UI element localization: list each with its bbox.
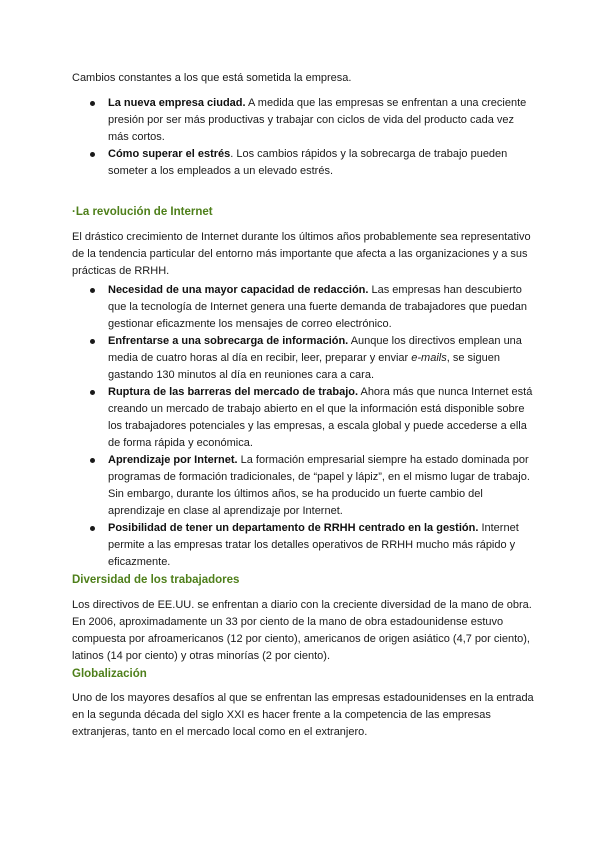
item-title: Posibilidad de tener un departamento de RRHH centrado en la gestión. <box>108 522 479 534</box>
list-item <box>72 333 534 384</box>
item-text: Ahora más que nunca Internet está creando un mercado de trabajo abierto en el que la información está disponible sobre los trabajadores potenciales y las empresas, a escala global y puede accederse a ella de forma rápida y económica. <box>108 386 533 449</box>
item-text: . Los cambios rápidos y la sobrecarga de trabajo pueden someter a los empleados a un elevado estrés. <box>108 148 508 177</box>
item-title: Cómo superar el estrés <box>108 148 231 160</box>
list-item <box>72 282 534 333</box>
item-title: Necesidad de una mayor capacidad de redacción. <box>108 284 369 296</box>
list-item <box>72 146 532 180</box>
bullet-list-changes <box>72 95 532 180</box>
item-title: Ruptura de las barreras del mercado de trabajo. <box>108 386 359 398</box>
globalization-paragraph: Uno de los mayores desafíos al que se enfrentan las empresas estadounidenses en la entrada en la segunda década del siglo XXI es hacer frente a la competencia de las empresas extranjeras, tanto en el mercado local como en el extranjero. <box>72 692 534 738</box>
bullet-icon <box>90 339 95 344</box>
intro-paragraph: Cambios constantes a los que está sometida la empresa. <box>72 72 352 84</box>
diversity-paragraph: Los directivos de EE.UU. se enfrentan a diario con la creciente diversidad de la mano de obra. En 2006, aproximadamente un 33 por ciento de la mano de obra estadounidense estuvo compuesta por afroamericanos (12 por ciento), americanos de origen asiático (4,7 por ciento), latinos (14 por ciento) y otras minorías (2 por ciento). <box>72 599 532 662</box>
item-text: Internet permite a las empresas tratar los detalles operativos de RRHH mucho más rápido y eficazmente. <box>108 522 519 568</box>
list-item <box>72 384 534 452</box>
item-text: , se siguen gastando 130 minutos al día en reuniones cara a cara. <box>108 352 500 381</box>
item-title: La nueva empresa ciudad. <box>108 97 246 109</box>
item-text: Aunque los directivos emplean una media de cuatro horas al día en recibir, leer, preparar y enviar <box>108 335 522 364</box>
internet-paragraph: El drástico crecimiento de Internet durante los últimos años probablemente sea representativo de la tendencia particular del entorno más importante que afecta a las organizaciones y a sus prácticas de RRHH. <box>72 231 531 277</box>
list-item <box>72 520 534 571</box>
item-text: La formación empresarial siempre ha estado dominada por programas de formación tradicionales, de “papel y lápiz”, en el mismo lugar de trabajo. Sin embargo, durante los últimos años, se ha producido un fuerte cambio del aprendizaje en clase al aprendizaje por Internet. <box>108 454 530 517</box>
item-title: Enfrentarse a una sobrecarga de información. <box>108 335 349 347</box>
bullet-icon <box>90 390 95 395</box>
item-text: A medida que las empresas se enfrentan a una creciente presión por ser más productivas y trabajar con ciclos de vida del producto cada vez más cortos. <box>108 97 527 143</box>
bullet-icon <box>90 526 95 531</box>
section-heading-internet: ·La revolución de Internet <box>72 206 213 218</box>
bullet-list-internet <box>72 282 534 571</box>
bullet-icon <box>90 152 95 157</box>
bullet-icon <box>90 101 95 106</box>
section-heading-globalization: Globalización <box>72 668 147 680</box>
bullet-icon <box>90 288 95 293</box>
item-italic: e-mails <box>411 352 447 364</box>
item-text: Las empresas han descubierto que la tecnología de Internet genera una fuerte demanda de trabajadores que puedan gestionar eficazmente los mensajes de correo electrónico. <box>108 284 527 330</box>
item-title: Aprendizaje por Internet. <box>108 454 238 466</box>
list-item <box>72 452 534 520</box>
list-item <box>72 95 532 146</box>
section-heading-diversity: Diversidad de los trabajadores <box>72 574 240 586</box>
bullet-icon <box>90 458 95 463</box>
